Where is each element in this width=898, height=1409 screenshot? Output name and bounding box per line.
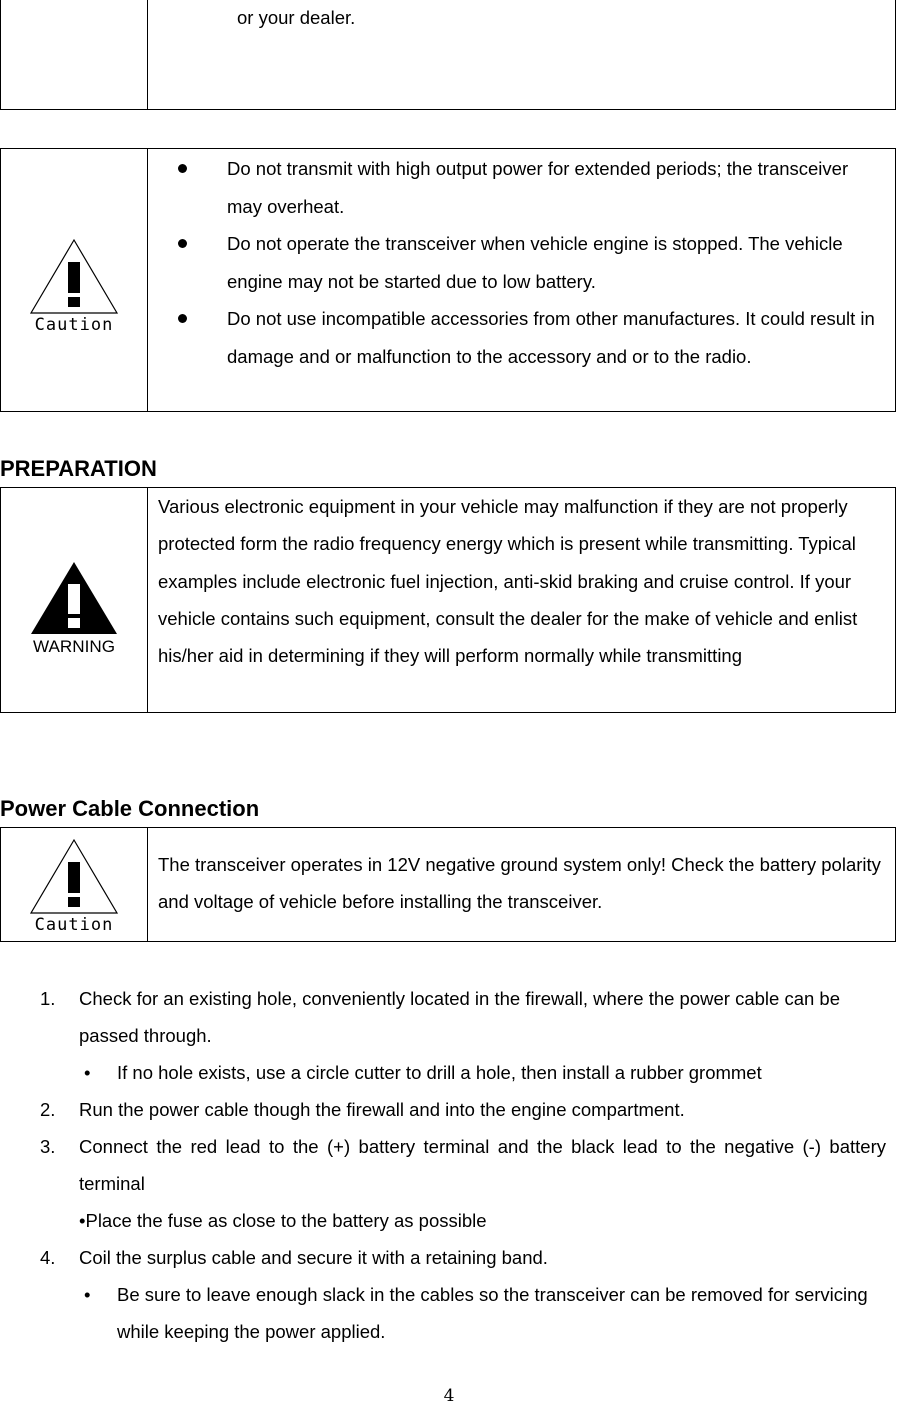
preparation-warning-box (0, 487, 896, 713)
bullet-dot (178, 314, 187, 323)
step-sub-bullet: • Be sure to leave enough slack in the cables so the transceiver can be removed for servicing while keeping the power applied. (84, 1284, 868, 1342)
step-2 (40, 1091, 886, 1128)
top-note-text-cell (148, 0, 895, 109)
page-number: 4 (443, 1386, 455, 1406)
bullet-dot (178, 164, 187, 173)
warning-icon (29, 560, 119, 656)
power-cable-heading: Power Cable Connection (0, 796, 260, 821)
step-4 (40, 1239, 886, 1350)
caution-text-cell (148, 149, 895, 411)
bullet-dot (178, 239, 187, 248)
caution-bullet-2: Do not operate the transceiver when vehicle engine is stopped. The vehicle engine may not be started due to low battery. (148, 225, 885, 300)
caution-box-overheat (0, 148, 896, 412)
step-3 (40, 1128, 886, 1239)
preparation-text: Various electronic equipment in your vehicle may malfunction if they are not properly protected form the radio frequency energy which is present while transmitting. Typical examples include electronic fuel injection, anti-skid braking and cruise control. If your vehicle contains such equipment, consult the dealer for the make of vehicle and enlist his/her aid in determining if they will perform normally while transmitting (158, 496, 858, 667)
top-note-text: or your dealer. (237, 7, 356, 28)
preparation-text-cell (148, 488, 895, 712)
power-cable-text-cell (148, 828, 895, 941)
power-cable-text: The transceiver operates in 12V negative ground system only! Check the battery polarity and voltage of vehicle before installing the transceiver. (158, 854, 881, 912)
caution-bullet-list (148, 150, 885, 375)
power-cable-caution-box (0, 827, 896, 942)
power-caution-icon-label: Caution (34, 914, 114, 934)
caution-bullet-3: Do not use incompatible accessories from other manufactures. It could result in damage and or malfunction to the accessory and or to the radio. (148, 300, 885, 375)
step-note: •Place the fuse as close to the battery as possible (79, 1210, 487, 1231)
step-number: 4. (40, 1247, 56, 1268)
caution-icon-label: Caution (34, 315, 114, 334)
step-number: 3. (40, 1136, 56, 1157)
caution-bullet-1: Do not transmit with high output power for extended periods; the transceiver may overheat. (148, 150, 885, 225)
step-text: Coil the surplus cable and secure it with a retaining band. (79, 1247, 548, 1268)
power-caution-icon-cell (1, 828, 148, 941)
warning-icon-cell (1, 488, 148, 712)
installation-steps (40, 980, 886, 1350)
step-sub-bullet: • If no hole exists, use a circle cutter to drill a hole, then install a rubber grommet (84, 1062, 762, 1083)
step-1 (40, 980, 886, 1091)
top-note-box (0, 0, 896, 110)
preparation-heading: PREPARATION (0, 456, 157, 481)
caution-icon (29, 238, 119, 334)
step-text: Connect the red lead to the (+) battery terminal and the black lead to the negative (-) battery terminal (79, 1136, 886, 1194)
caution-icon (29, 838, 119, 934)
top-note-icon-cell (1, 0, 148, 109)
step-number: 1. (40, 988, 56, 1009)
caution-icon-cell (1, 149, 148, 411)
step-text: Check for an existing hole, conveniently located in the firewall, where the power cable can be passed through. (79, 988, 840, 1046)
step-number: 2. (40, 1099, 56, 1120)
warning-icon-label: WARNING (33, 637, 115, 656)
step-text: Run the power cable though the firewall and into the engine compartment. (79, 1099, 685, 1120)
